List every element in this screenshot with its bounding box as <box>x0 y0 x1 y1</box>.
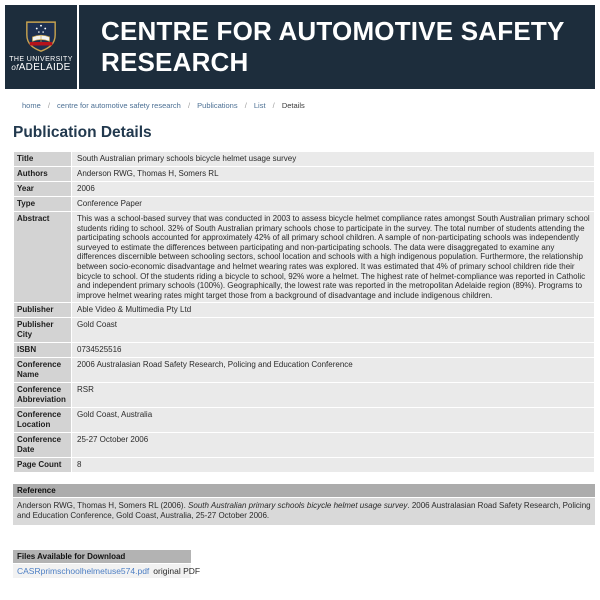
row-value: Gold Coast <box>72 318 594 342</box>
row-value: Anderson RWG, Thomas H, Somers RL <box>72 167 594 181</box>
row-label: Abstract <box>14 212 71 302</box>
reference-text-before: Anderson RWG, Thomas H, Somers RL (2006). <box>17 501 189 511</box>
row-value: 8 <box>72 458 594 472</box>
row-value: 2006 Australasian Road Safety Research, Policing and Education Conference <box>72 358 594 382</box>
table-row-type <box>14 197 594 211</box>
breadcrumb-separator: / <box>244 101 247 110</box>
table-row-page-count <box>14 458 594 472</box>
breadcrumb-link-list[interactable]: List <box>253 101 266 110</box>
downloads-section <box>13 550 590 578</box>
university-name-line1: THE UNIVERSITY <box>9 56 73 64</box>
download-file-note: original PDF <box>153 566 201 577</box>
publication-details-table <box>13 151 595 473</box>
reference-section <box>13 484 595 525</box>
breadcrumb <box>5 89 595 110</box>
table-row-publisher <box>14 303 594 317</box>
table-row-conference-name <box>14 358 594 382</box>
row-value: South Australian primary schools bicycle helmet usage survey <box>72 152 594 166</box>
breadcrumb-separator: / <box>187 101 191 110</box>
site-title: CENTRE FOR AUTOMOTIVE SAFETY RESEARCH <box>101 16 565 77</box>
row-label: ISBN <box>14 343 71 357</box>
row-label: Title <box>14 152 71 166</box>
row-value: 0734525516 <box>72 343 594 357</box>
download-file-row <box>13 564 201 578</box>
university-name-of: of <box>11 63 19 73</box>
row-value: Able Video & Multimedia Pty Ltd <box>72 303 594 317</box>
download-pdf-link[interactable]: CASRprimschoolhelmetuse574.pdf <box>17 566 150 577</box>
page-title: Publication Details <box>13 124 152 141</box>
reference-text <box>13 498 595 525</box>
reference-text-title: South Australian primary schools bicycle helmet usage survey <box>188 501 408 511</box>
table-row-conference-location <box>14 408 594 432</box>
table-row-publisher-city <box>14 318 594 342</box>
row-label: Year <box>14 182 71 196</box>
university-logo <box>5 5 79 89</box>
row-label: Publisher <box>14 303 71 317</box>
row-value: 25-27 October 2006 <box>72 433 594 457</box>
table-row-conference-date <box>14 433 594 457</box>
table-row-authors <box>14 167 594 181</box>
table-row-title <box>14 152 594 166</box>
breadcrumb-link-home[interactable]: home <box>22 101 41 110</box>
site-header <box>5 5 595 89</box>
main-content <box>5 124 595 578</box>
reference-header: Reference <box>13 484 595 497</box>
breadcrumb-link-casr[interactable]: centre for automotive safety research <box>57 101 181 110</box>
downloads-header: Files Available for Download <box>13 550 191 563</box>
row-label: Conference Name <box>14 358 71 382</box>
row-label: Conference Date <box>14 433 71 457</box>
row-label: Page Count <box>14 458 71 472</box>
row-value: 2006 <box>72 182 594 196</box>
breadcrumb-separator: / <box>47 101 50 110</box>
university-crest-icon <box>24 20 58 54</box>
row-label: Conference Abbreviation <box>14 383 71 407</box>
row-label: Type <box>14 197 71 211</box>
row-value: This was a school-based survey that was conducted in 2003 to assess bicycle helmet compliance rates amongst South Australian primary school students riding to school. 32% of South Australian primary schools chose to participate in the survey. The total number of students attending the participating schools accounted for approximately 42% of all primary school children. A sample of non-participating schools was independently surveyed to estimate the differences between participating and non-participating schools. The data were disaggregated to examine any differences discernible between schooling sectors, school location and schools with a high indigenous population. Furthermore, the relationship between socio-economic disadvantage and helmet wearing rates was explored. It was estimated that 4% of primary school children ride their bicycle to school. Of the students riding a bicycle to school, 92% wore a helmet. The highest rate of helmet-compliance was reported in Catholic and independent primary schools (100%). Geographically, the lowest rate was reported in the metropolitan Adelaide region (89%). Programs to improve helmet wearing rates might target those from a background of disadvantage and include indigenous children. <box>72 212 594 302</box>
row-value: Conference Paper <box>72 197 594 211</box>
row-value: Gold Coast, Australia <box>72 408 594 432</box>
table-row-isbn <box>14 343 594 357</box>
row-label: Publisher City <box>14 318 71 342</box>
row-label: Conference Location <box>14 408 71 432</box>
university-name-adelaide: ADELAIDE <box>18 62 71 74</box>
table-row-conference-abbreviation <box>14 383 594 407</box>
breadcrumb-link-publications[interactable]: Publications <box>197 101 238 110</box>
university-name-line2 <box>9 63 73 74</box>
university-logo-text <box>9 56 73 74</box>
row-label: Authors <box>14 167 71 181</box>
row-value: RSR <box>72 383 594 407</box>
breadcrumb-current-details: Details <box>281 101 305 110</box>
breadcrumb-separator: / <box>272 101 275 110</box>
table-row-year <box>14 182 594 196</box>
reference-text-after: . 2006 Australasian Road Safety Research, Policing and Education Conference, Gold Coast, Australia, 25-27 October 2006. <box>17 501 591 521</box>
table-row-abstract <box>14 212 594 302</box>
